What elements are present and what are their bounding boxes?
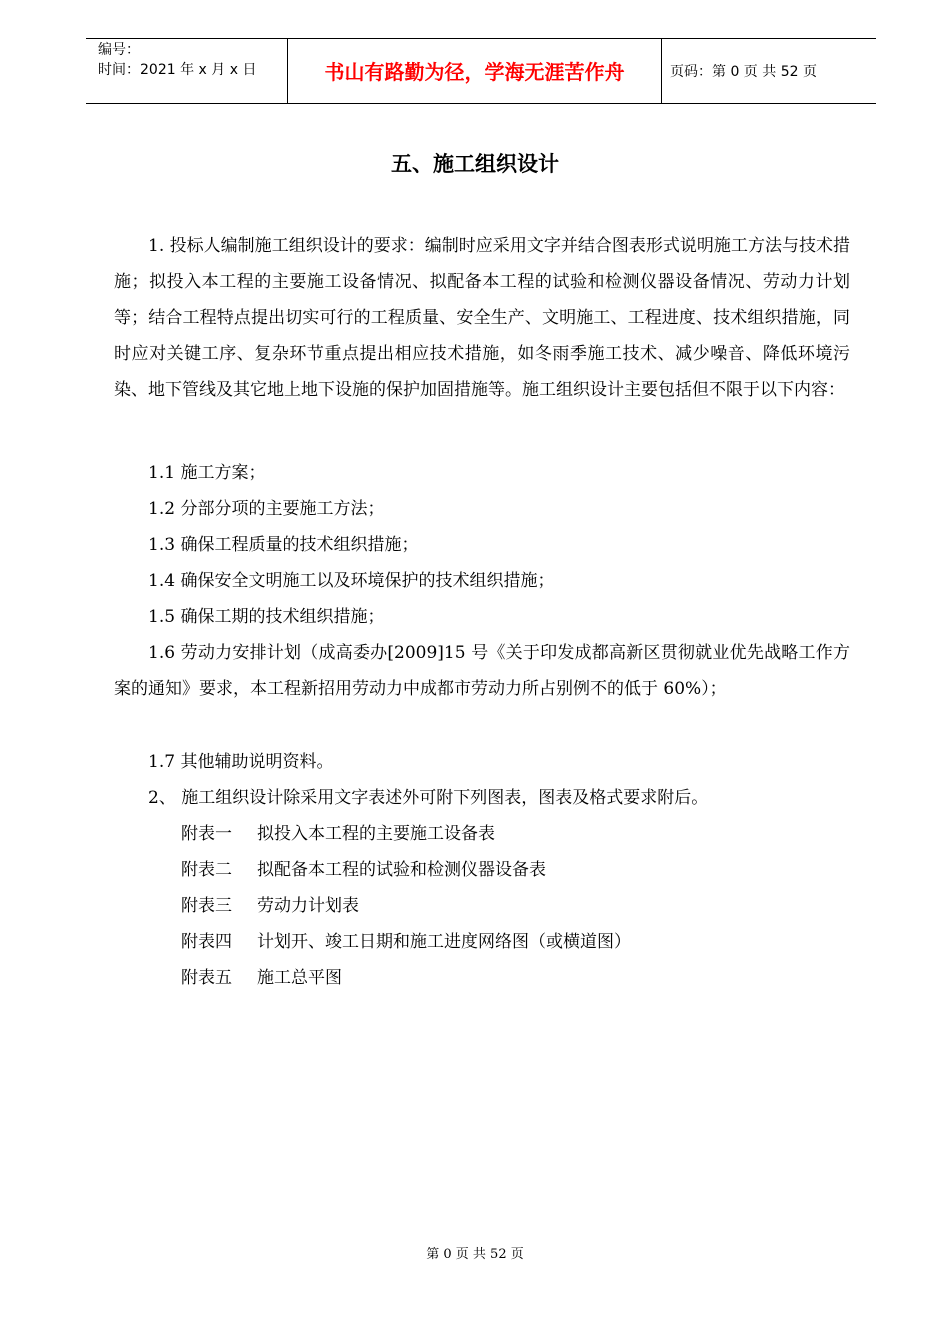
appendix-item (181, 960, 342, 996)
section-2-intro: 2、 施工组织设计除采用文字表述外可附下列图表，图表及格式要求附后。 (148, 788, 709, 808)
page-title: 五、施工组织设计 (391, 152, 559, 176)
appendix-label: 附表一 (181, 824, 232, 844)
list-item-1-5: 1.5 确保工期的技术组织措施； (148, 607, 385, 627)
appendix-item (181, 852, 546, 888)
header-meta-cell (86, 39, 288, 103)
appendix-text: 劳动力计划表 (257, 896, 359, 916)
list-item-1-1: 1.1 施工方案； (148, 463, 266, 483)
appendix-item (181, 924, 631, 960)
appendix-item (181, 816, 495, 852)
appendix-label: 附表三 (181, 896, 232, 916)
header-motto: 书山有路勤为径，学海无涯苦作舟 (324, 60, 625, 84)
header-page-cell (662, 39, 876, 103)
list-item-1-3: 1.3 确保工程质量的技术组织措施； (148, 535, 419, 555)
page-footer: 第 0 页 共 52 页 (426, 1247, 524, 1262)
appendix-text: 施工总平图 (257, 968, 342, 988)
header-page-info: 页码：第 0 页 共 52 页 (670, 64, 817, 80)
list-item-1-4: 1.4 确保安全文明施工以及环境保护的技术组织措施； (148, 571, 555, 591)
appendix-label: 附表二 (181, 860, 232, 880)
appendix-label: 附表五 (181, 968, 232, 988)
section-1-intro: 1. 投标人编制施工组织设计的要求：编制时应采用文字并结合图表形式说明施工方法与技术措施；拟投入本工程的主要施工设备情况、拟配备本工程的试验和检测仪器设备情况、劳动力计划等；结合工程特点提出切实可行的工程质量、安全生产、文明施工、工程进度、技术组织措施，同时应对关键工序、复杂环节重点提出相应技术措施，如冬雨季施工技术、减少噪音、降低环境污染、地下管线及其它地上地下设施的保护加固措施等。施工组织设计主要包括但不限于以下内容： (114, 236, 850, 400)
appendix-item (181, 888, 359, 924)
list-item-1-2: 1.2 分部分项的主要施工方法； (148, 499, 385, 519)
document-number-label: 编号： (98, 42, 140, 58)
document-header (86, 38, 876, 104)
document-date: 时间：2021 年 x 月 x 日 (98, 62, 257, 78)
appendix-label: 附表四 (181, 932, 232, 952)
header-motto-cell (288, 39, 662, 103)
appendix-text: 拟配备本工程的试验和检测仪器设备表 (257, 860, 546, 880)
list-item-1-6: 1.6 劳动力安排计划（成高委办[2009]15 号《关于印发成都高新区贯彻就业优先战略工作方案的通知》要求，本工程新招用劳动力中成都市劳动力所占别例不的低于 60%）； (114, 643, 850, 699)
list-item-1-7: 1.7 其他辅助说明资料。 (148, 752, 334, 772)
appendix-text: 拟投入本工程的主要施工设备表 (257, 824, 495, 844)
appendix-text: 计划开、竣工日期和施工进度网络图（或横道图） (257, 932, 631, 952)
